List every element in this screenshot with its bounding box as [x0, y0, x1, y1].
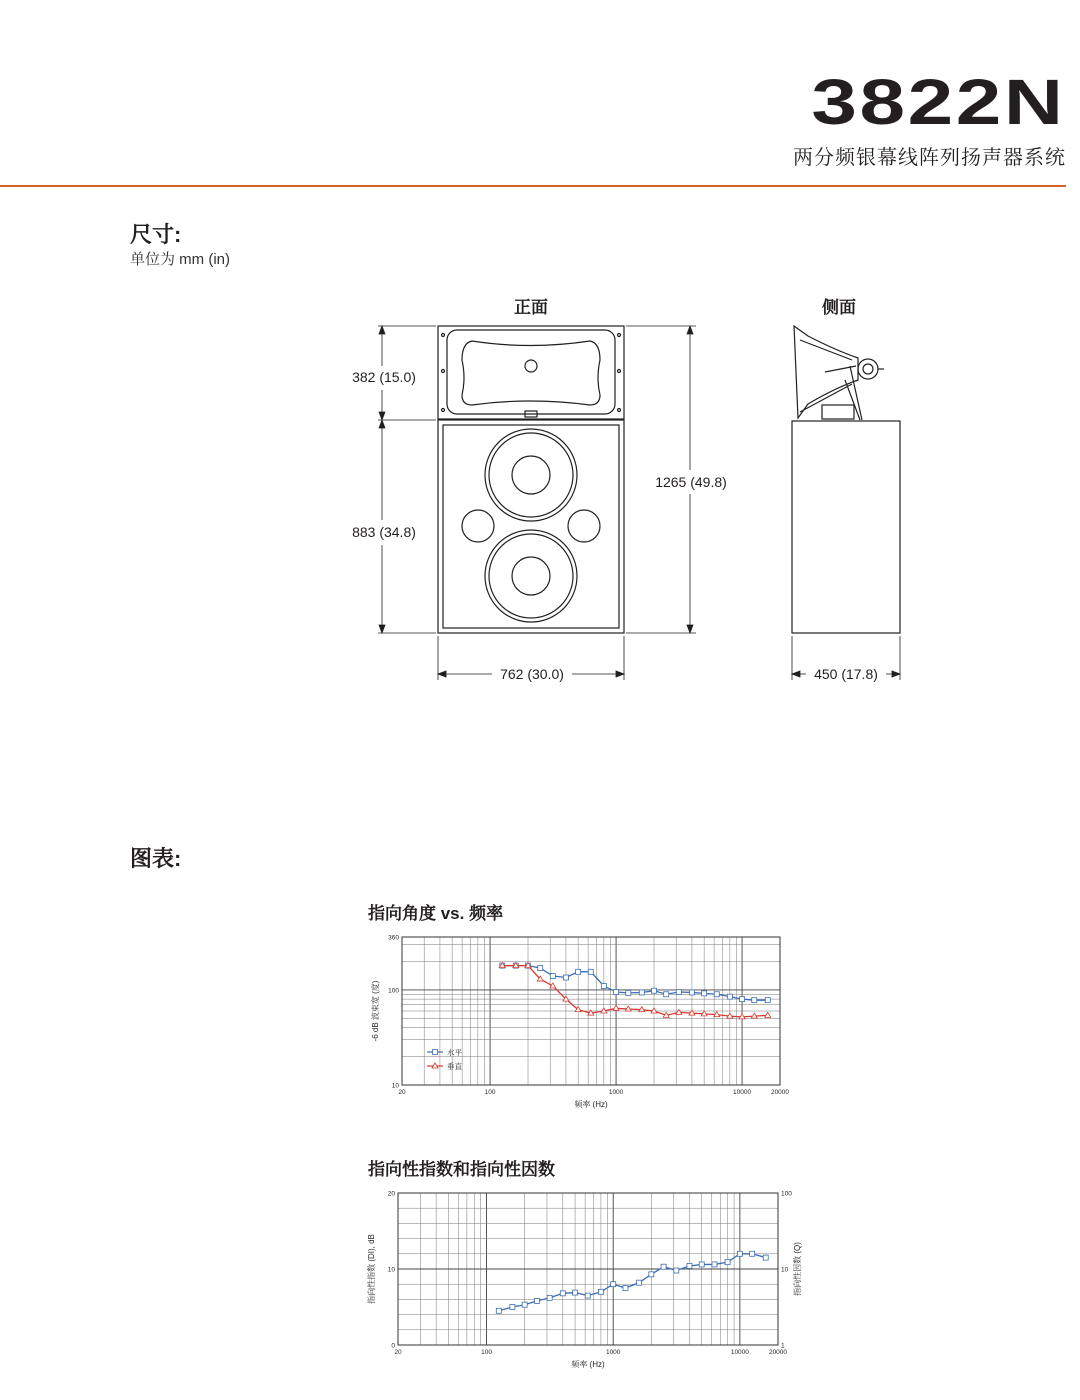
data-point: [740, 997, 745, 1002]
data-point: [661, 1264, 666, 1269]
legend-label: 垂直: [447, 1062, 462, 1071]
data-point: [538, 965, 543, 970]
data-point: [547, 1295, 552, 1300]
data-point: [714, 992, 719, 997]
data-point: [510, 1305, 515, 1310]
dimensions-title: 尺寸:: [130, 222, 182, 247]
x-tick-label: 1000: [608, 1089, 624, 1096]
data-point: [725, 1260, 730, 1265]
data-point: [674, 1268, 679, 1273]
series-line-2: [502, 966, 768, 1017]
y-tick-label: 20: [387, 1190, 395, 1198]
data-point: [585, 1293, 590, 1298]
charts-title: 图表:: [130, 846, 182, 871]
data-point: [676, 990, 681, 995]
data-point: [737, 1251, 742, 1256]
y2-tick-label: 10: [781, 1266, 789, 1274]
front-horn: [438, 326, 624, 419]
x-tick-label: 100: [481, 1349, 492, 1356]
data-point: [588, 969, 593, 974]
dimensions-units: 单位为 mm (in): [130, 251, 230, 268]
cabinet-height-label: 883 (34.8): [352, 524, 416, 540]
y-axis-label: 指向性指数 (DI), dB: [367, 1234, 376, 1304]
data-point: [563, 975, 568, 980]
data-point: [550, 974, 555, 979]
data-point: [623, 1286, 628, 1291]
data-point: [534, 1298, 539, 1303]
x-tick-label: 10000: [730, 1349, 749, 1356]
chart2-title: 指向性指数和指向性因数: [368, 1160, 555, 1179]
y-axis-label: -6 dB 波束宽 (度): [371, 980, 380, 1042]
data-point: [687, 1263, 692, 1268]
model-number: 3822N: [811, 66, 1066, 138]
data-point: [598, 1289, 603, 1294]
legend-label: 水平: [447, 1048, 462, 1057]
x-tick-label: 100: [484, 1089, 496, 1096]
data-point: [576, 969, 581, 974]
x-tick-label: 20: [398, 1089, 406, 1096]
y-tick-label: 0: [391, 1342, 395, 1350]
width-label: 762 (30.0): [500, 666, 564, 682]
data-point: [614, 990, 619, 995]
front-view-label: 正面: [514, 298, 548, 317]
y2-axis-label: 指向性因数 (Q): [793, 1242, 802, 1296]
data-point: [765, 998, 770, 1003]
data-point: [560, 1291, 565, 1296]
x-tick-label: 20: [394, 1349, 402, 1356]
horn-height-label: 382 (15.0): [352, 369, 416, 385]
data-point: [496, 1308, 501, 1313]
data-point: [652, 988, 657, 993]
y2-tick-label: 1: [781, 1342, 785, 1350]
x-tick-label: 20000: [768, 1349, 788, 1356]
data-point: [712, 1262, 717, 1267]
side-view-label: 侧面: [822, 298, 856, 317]
side-view: [792, 326, 900, 633]
data-point: [611, 1282, 616, 1287]
data-point: [699, 1262, 704, 1267]
data-point: [702, 991, 707, 996]
x-tick-label: 10000: [733, 1089, 752, 1096]
depth-label: 450 (17.8): [814, 666, 878, 682]
x-tick-label: 1000: [605, 1349, 621, 1356]
y-tick-label: 360: [388, 934, 399, 942]
data-point: [601, 983, 606, 988]
data-point: [750, 1251, 755, 1256]
data-point: [752, 998, 757, 1003]
data-point: [763, 1255, 768, 1260]
product-subtitle: 两分频银幕线阵列扬声器系统: [793, 147, 1066, 169]
data-point: [522, 1302, 527, 1307]
directivity-chart: [340, 1180, 810, 1380]
total-height-label: 1265 (49.8): [655, 474, 727, 490]
data-point: [639, 990, 644, 995]
y-tick-label: 100: [388, 987, 399, 995]
y2-tick-label: 100: [781, 1190, 792, 1198]
data-point: [649, 1272, 654, 1277]
data-point: [689, 990, 694, 995]
y-tick-label: 10: [391, 1082, 399, 1090]
x-tick-label: 20000: [770, 1089, 790, 1096]
data-point: [637, 1280, 642, 1285]
legend-marker: [433, 1050, 438, 1055]
data-point: [727, 994, 732, 999]
x-axis-label: 频率 (Hz): [574, 1100, 608, 1109]
y-tick-label: 10: [387, 1266, 395, 1274]
data-point: [573, 1290, 578, 1295]
data-point: [626, 990, 631, 995]
chart1-title: 指向角度 vs. 频率: [368, 904, 504, 923]
x-axis-label: 频率 (Hz): [571, 1360, 605, 1369]
data-point: [664, 992, 669, 997]
front-cabinet: [438, 420, 624, 633]
beamwidth-chart: [340, 925, 810, 1120]
